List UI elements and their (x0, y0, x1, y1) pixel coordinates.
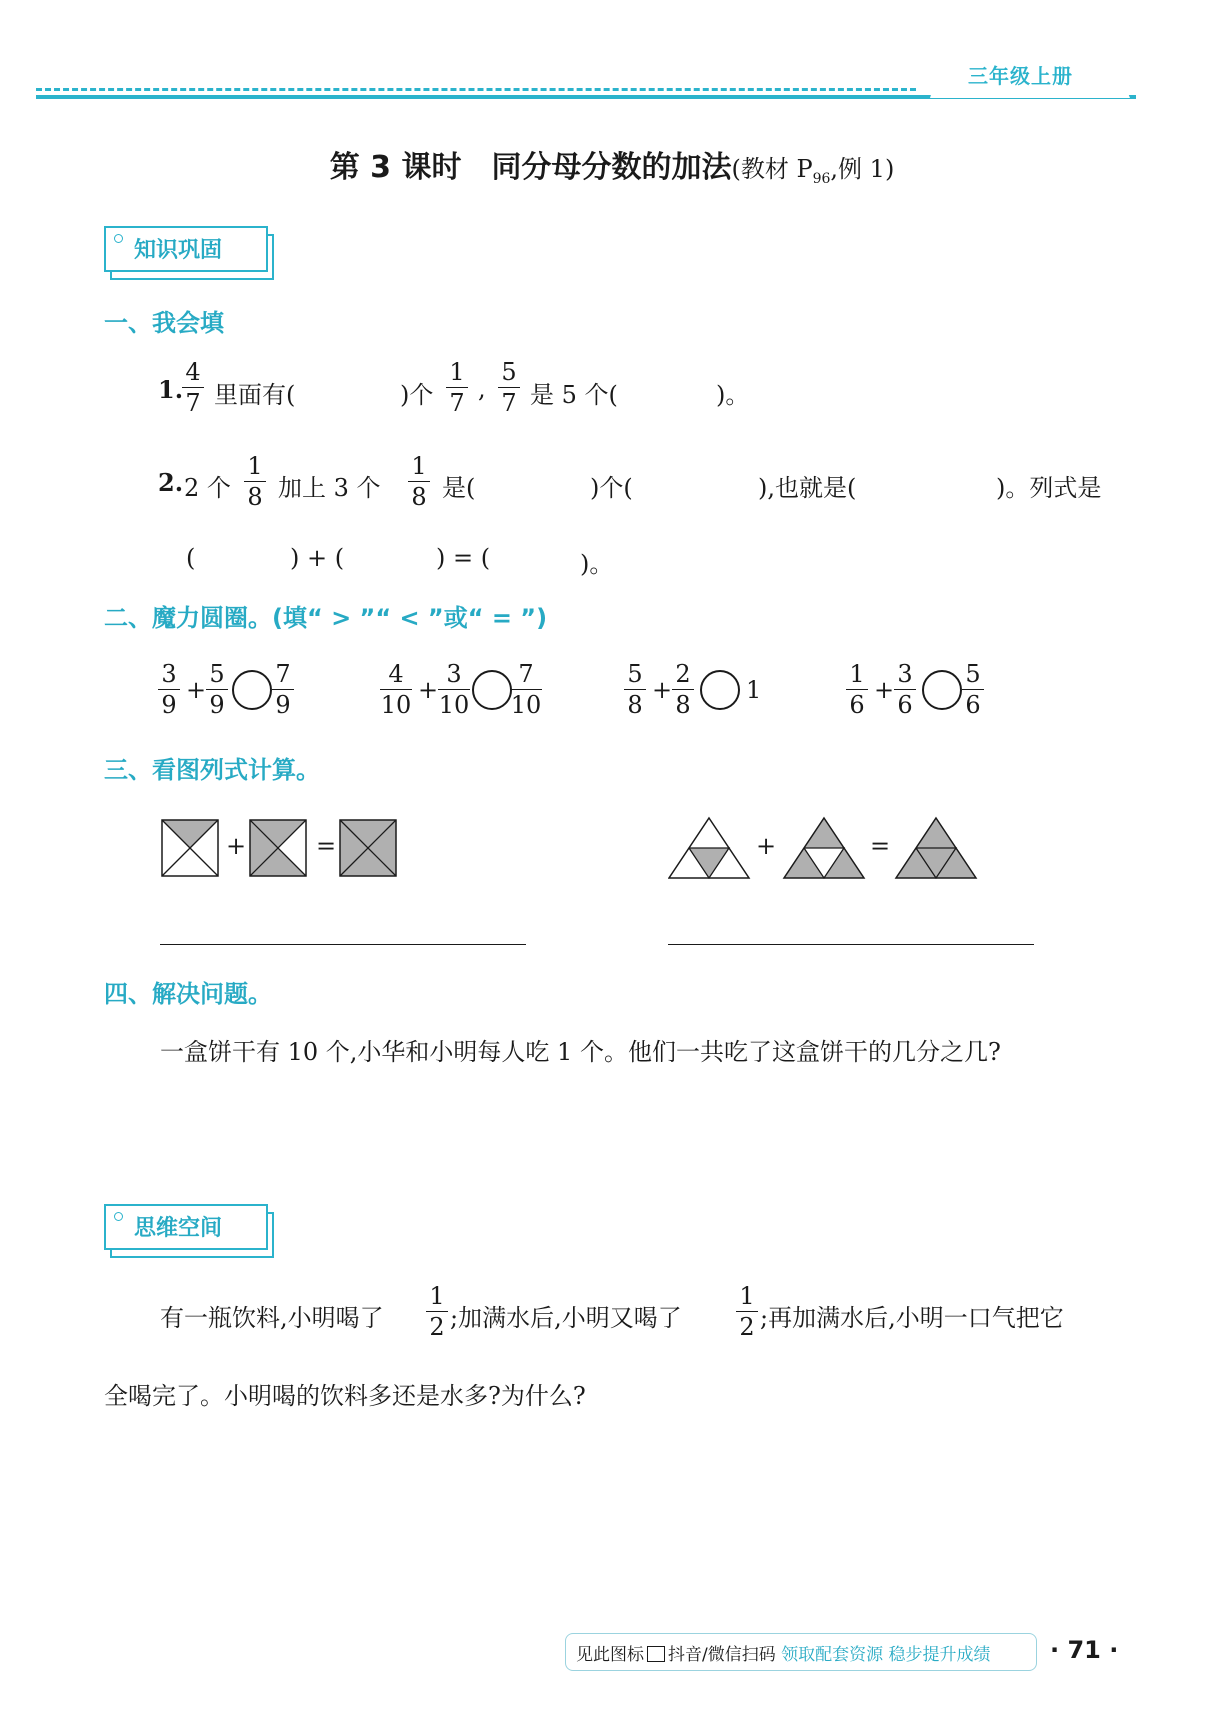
q2-blank-d: )。 (580, 550, 614, 578)
pic-plus: + (756, 832, 777, 860)
fraction: 5 6 (962, 660, 984, 719)
think-text-c: ;再加满水后,小明一口气把它 (760, 1304, 1064, 1332)
think-text-2: 全喝完了。小明喝的饮料多还是水多?为什么? (104, 1382, 586, 1410)
q2-text-2: 是( (442, 474, 476, 502)
q4-text: 一盒饼干有 10 个,小华和小明每人吃 1 个。他们一共吃了这盒饼干的几分之几? (160, 1038, 1001, 1066)
compare-circle[interactable] (472, 670, 512, 710)
q2-blank-b: ) + ( (290, 544, 345, 572)
page-number: · 71 · (1050, 1636, 1119, 1664)
footer-text (576, 1640, 991, 1665)
fraction: 5 8 (624, 660, 646, 719)
compare-circle[interactable] (922, 670, 962, 710)
fraction: 1 8 (408, 452, 430, 511)
fraction: 1 6 (846, 660, 868, 719)
q2-number: 2. (158, 468, 184, 497)
square-2 (250, 820, 306, 876)
title-sub-index: 96 (812, 170, 831, 187)
fraction: 4 10 (380, 660, 412, 719)
footer-text-a: 见此图标 (576, 1645, 644, 1665)
compare-circle[interactable] (232, 670, 272, 710)
fraction: 3 9 (158, 660, 180, 719)
box-dot-icon (114, 234, 123, 243)
box-label: 思维空间 (134, 1216, 223, 1241)
fraction: 1 7 (446, 358, 468, 417)
pic-plus: + (226, 832, 247, 860)
title-main: 第 3 课时 同分母分数的加法 (329, 150, 732, 185)
answer-line-2[interactable] (668, 944, 1034, 945)
fraction: 5 7 (498, 358, 520, 417)
squares-figure (160, 818, 400, 880)
plus-sign: + (874, 676, 895, 704)
fraction: 1 8 (244, 452, 266, 511)
fraction: 2 8 (672, 660, 694, 719)
square-1 (162, 820, 218, 876)
q1-text-3: 是 5 个( (530, 381, 618, 409)
fraction: 3 10 (438, 660, 470, 719)
q2-text-3: )个( (590, 474, 633, 502)
plus-sign: + (652, 676, 673, 704)
footer-text-c: 领取配套资源 稳步提升成绩 (781, 1645, 991, 1665)
q2-text-1: 加上 3 个 (278, 474, 381, 502)
square-3 (340, 820, 396, 876)
header-dashed-rule (36, 88, 916, 91)
answer-line-1[interactable] (160, 944, 526, 945)
plus-sign: + (418, 676, 439, 704)
footer-text-b: 抖音/微信扫码 (668, 1645, 776, 1665)
triangle-2 (784, 818, 864, 878)
lesson-title (0, 142, 1224, 187)
section-4-heading: 四、解决问题。 (104, 980, 272, 1008)
q1-text-2: )个 (400, 381, 434, 409)
section-box-thinking (104, 1204, 264, 1248)
q2-blank-c: ) = ( (436, 544, 491, 572)
compare-integer: 1 (746, 676, 762, 704)
q2-text-4: ),也就是( (758, 474, 857, 502)
think-text-a: 有一瓶饮料,小明喝了 (160, 1304, 384, 1332)
triangles-figure (668, 816, 988, 882)
fraction: 7 9 (272, 660, 294, 719)
q1-text-1: 里面有( (214, 381, 296, 409)
section-3-heading: 三、看图列式计算。 (104, 756, 320, 784)
section-box-knowledge (104, 226, 264, 270)
q2-blank-a: ( (186, 544, 196, 572)
plus-sign: + (186, 676, 207, 704)
title-sub-pre: (教材 P (731, 155, 813, 183)
section-2-heading: 二、魔力圆圈。(填“ > ”“ < ”或“ = ”) (104, 604, 548, 632)
q1-text-4: )。 (716, 381, 750, 409)
title-sub-post: ,例 1) (830, 155, 895, 183)
title-sub (731, 155, 895, 187)
section-1-heading: 一、我会填 (104, 309, 224, 337)
triangle-3 (896, 818, 976, 878)
fraction: 7 10 (510, 660, 542, 719)
compare-circle[interactable] (700, 670, 740, 710)
grade-label: 三年级上册 (968, 64, 1073, 88)
box-label: 知识巩固 (134, 238, 223, 263)
fraction: 5 9 (206, 660, 228, 719)
q2-text-0: 2 个 (184, 474, 231, 502)
scan-icon (647, 1646, 665, 1662)
fraction: 3 6 (894, 660, 916, 719)
triangle-1 (669, 818, 749, 878)
q2-text-5: )。列式是 (996, 474, 1102, 502)
pic-equals: = (870, 832, 891, 860)
q1-comma: , (478, 375, 486, 403)
fraction: 1 2 (426, 1282, 448, 1341)
fraction: 4 7 (182, 358, 204, 417)
think-text-b: ;加满水后,小明又喝了 (450, 1304, 682, 1332)
fraction: 1 2 (736, 1282, 758, 1341)
pic-equals: = (316, 832, 337, 860)
box-dot-icon (114, 1212, 123, 1221)
q1-number: 1. (158, 375, 184, 404)
